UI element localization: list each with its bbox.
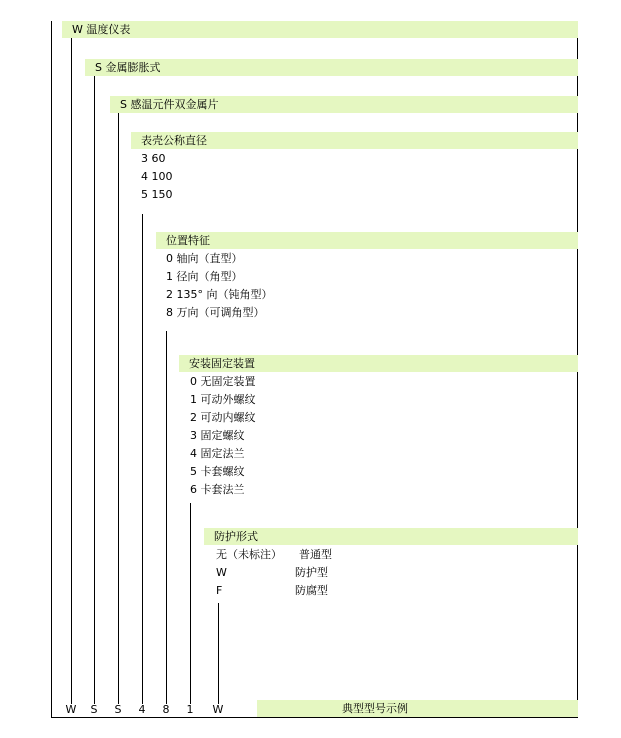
level-5-title: 位置特征 [166, 234, 210, 247]
position-option: 0 轴向（直型） [166, 252, 243, 265]
diameter-option: 3 60 [141, 152, 166, 165]
protection-desc: 防腐型 [295, 584, 328, 597]
diameter-option: 5 150 [141, 188, 173, 201]
bottom-border-line [51, 717, 578, 718]
level-7-title: 防护形式 [214, 530, 258, 543]
protection-desc: 防护型 [295, 566, 328, 579]
protection-code: W [216, 566, 227, 579]
level-7-connector [218, 603, 219, 704]
mounting-option: 0 无固定装置 [190, 375, 256, 388]
example-code: W [212, 703, 224, 716]
example-code: 8 [162, 703, 170, 716]
mounting-option: 4 固定法兰 [190, 447, 245, 460]
protection-code: F [216, 584, 223, 597]
position-option: 2 135° 向（钝角型） [166, 288, 273, 301]
level-5-band [156, 232, 578, 249]
level-1-connector [71, 38, 72, 704]
mounting-option: 1 可动外螺纹 [190, 393, 256, 406]
level-4-connector [142, 214, 143, 704]
mounting-option: 3 固定螺纹 [190, 429, 245, 442]
level-6-connector [190, 503, 191, 704]
left-border-line [51, 21, 52, 717]
example-code: W [65, 703, 77, 716]
level-4-band [131, 132, 578, 149]
protection-desc: 普通型 [299, 548, 332, 561]
level-2-title: S 金属膨胀式 [95, 61, 161, 74]
example-code: 1 [186, 703, 194, 716]
example-code: S [90, 703, 98, 716]
level-7-band [204, 528, 578, 545]
mounting-option: 6 卡套法兰 [190, 483, 245, 496]
example-label-band [257, 700, 578, 717]
level-2-band [85, 59, 578, 76]
example-code: 4 [138, 703, 146, 716]
position-option: 1 径向（角型） [166, 270, 243, 283]
level-6-band [179, 355, 578, 372]
mounting-option: 5 卡套螺纹 [190, 465, 245, 478]
level-3-connector [118, 113, 119, 704]
level-5-connector [166, 331, 167, 704]
level-2-connector [94, 76, 95, 704]
level-1-band [62, 21, 578, 38]
level-1-title: W 温度仪表 [72, 23, 131, 36]
protection-code: 无（未标注） [216, 548, 282, 561]
example-code: S [114, 703, 122, 716]
level-3-band [110, 96, 578, 113]
example-label: 典型型号示例 [342, 702, 408, 715]
level-4-title: 表壳公称直径 [141, 134, 207, 147]
level-6-title: 安装固定装置 [189, 357, 255, 370]
level-3-title: S 感温元件双金属片 [120, 98, 219, 111]
diameter-option: 4 100 [141, 170, 173, 183]
mounting-option: 2 可动内螺纹 [190, 411, 256, 424]
position-option: 8 万向（可调角型） [166, 306, 265, 319]
